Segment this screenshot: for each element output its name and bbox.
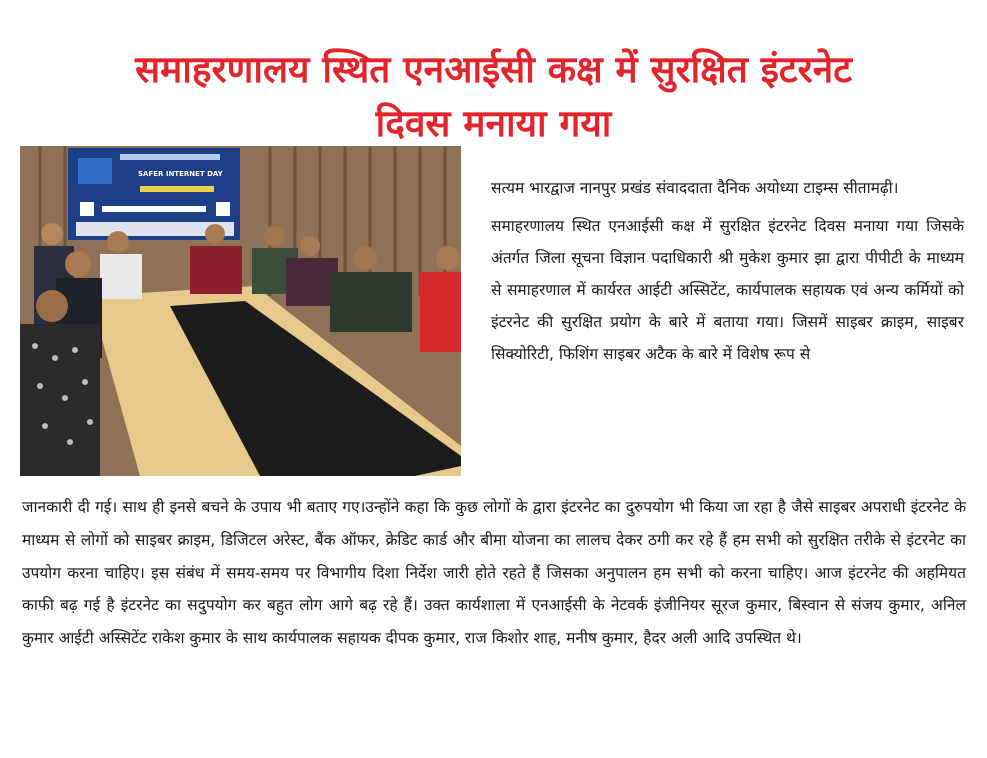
headline: [0, 43, 987, 151]
article-full-width: [22, 491, 966, 655]
news-photo: [20, 146, 461, 476]
article-paragraph-continued: जानकारी दी गई। साथ ही इनसे बचने के उपाय भी बताए गए।उन्होंने कहा कि कुछ लोगों के द्वारा इंटरनेट का दुरुपयोग भी किया जा रहा है जैसे साइबर अपराधी इंटरनेट के माध्यम से लोगों को साइबर क्राइम, डिजिटल अरेस्ट, बैंक ऑफर, क्रेडिट कार्ड और बीमा योजना का लालच देकर ठगी कर रहे हैं हम सभी को सुरक्षित तरीके से इंटरनेट का उपयोग करना चाहिए। इस संबंध में समय-समय पर विभागीय दिशा निर्देश जारी होते रहते हैं जिसका अनुपालन हम सभी को करना चाहिए। आज इंटरनेट की अहमियत काफी बढ़ गई है इंटरनेट का सदुपयोग कर बहुत लोग आगे बढ़ रहे हैं। उक्त कार्यशाला में एनआईसी के नेटवर्क इंजीनियर सूरज कुमार, बिस्वान से संजय कुमार, अनिल कुमार आईटी अस्सिटेंट राकेश कुमार के साथ कार्यपालक सहायक दीपक कुमार, राज किशोर शाह, मनीष कुमार, हैदर अली आदि उपस्थित थे।: [22, 498, 966, 648]
headline-line-2: दिवस मनाया गया: [375, 101, 612, 145]
banner-title: SAFER INTERNET DAY: [138, 170, 223, 178]
headline-line-1: समाहरणालय स्थित एनआईसी कक्ष में सुरक्षित इंटरनेट: [135, 47, 852, 91]
article-side-column: [491, 172, 964, 370]
article-paragraph-side: समाहरणालय स्थित एनआईसी कक्ष में सुरक्षित इंटरनेट दिवस मनाया गया जिसके अंतर्गत जिला सूचना विज्ञान पदाधिकारी श्री मुकेश कुमार झा द्वारा पीपीटी के माध्यम से समाहरणाल में कार्यरत आईटी अस्सिटेंट, कार्यपालक सहायक एवं अन्य कर्मियों को इंटरनेट की सुरक्षित प्रयोग के बारे में बताया गया। जिसमें साइबर क्राइम, साइबर सिक्योरिटी, फिशिंग साइबर अटैक के बारे में विशेष रूप से: [491, 217, 964, 363]
byline: सत्यम भारद्वाज नानपुर प्रखंड संवाददाता दैनिक अयोध्या टाइम्स सीतामढ़ी।: [491, 179, 899, 197]
